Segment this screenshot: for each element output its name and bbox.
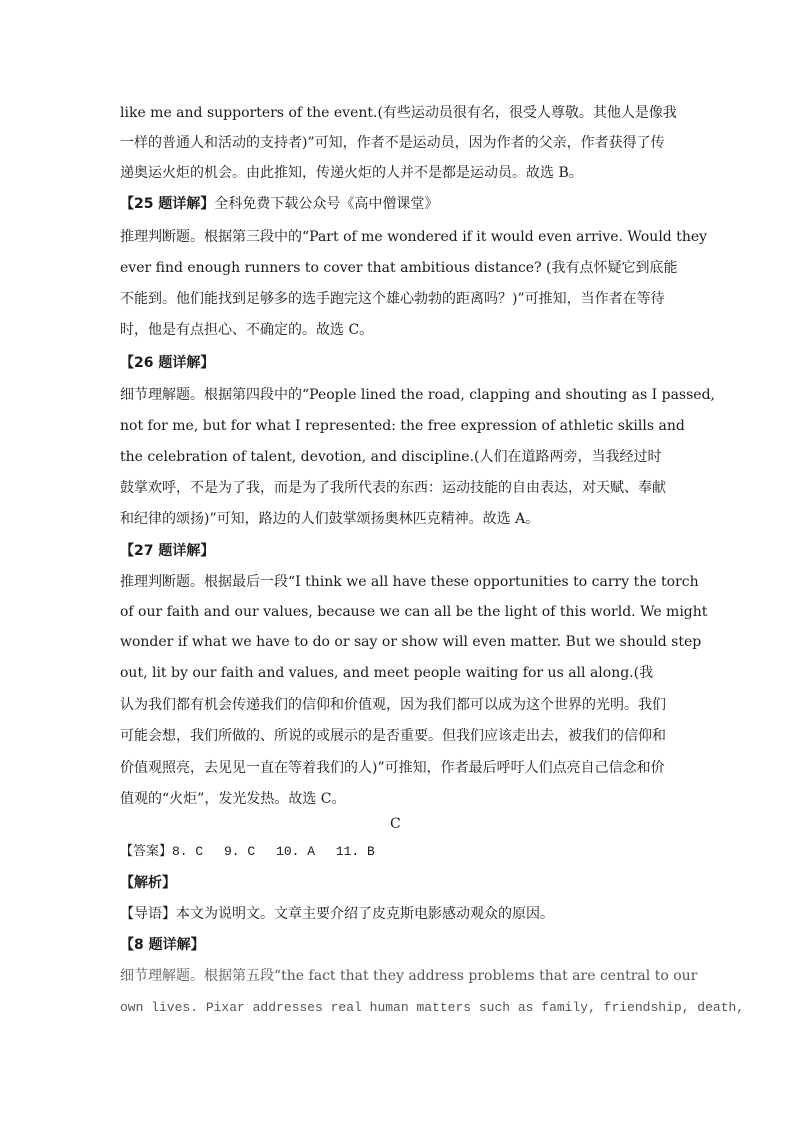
q26-line-2: not for me, but for what I represented: the free expression of athletic skills and: [120, 418, 685, 434]
q27-line-7: 价值观照亮，去见见一直在等着我们的人)”可推知，作者最后呼吁人们点亮自己信念和价: [120, 760, 665, 776]
q8-line-1: 细节理解题。根据第五段“the fact that they address problems that are central to our: [120, 968, 698, 984]
q27-line-8: 值观的“火炬”，发光发热。故选 C。: [120, 791, 346, 807]
q26-line-4: 鼓掌欢呼，不是为了我，而是为了我所代表的东西：运动技能的自由表达，对天赋、奉献: [120, 480, 666, 496]
q25-line-2: ever find enough runners to cover that ambitious distance? (我有点怀疑它到底能: [120, 260, 678, 276]
q26-line-3: the celebration of talent, devotion, and discipline.(人们在道路两旁，当我经过时: [120, 449, 662, 465]
q27-line-5: 认为我们都有机会传递我们的信仰和价值观，因为我们都可以成为这个世界的光明。我们: [120, 697, 666, 713]
q27-line-2: of our faith and our values, because we can all be the light of this world. We might: [120, 604, 708, 620]
section-label: C: [390, 816, 401, 832]
q8-heading: 【8 题详解】: [120, 937, 205, 953]
q24-line-1: like me and supporters of the event.(有些运动员很有名，很受人尊敬。其他人是像我: [120, 105, 677, 121]
q26-line-1: 细节理解题。根据第四段中的“People lined the road, clapping and shouting as I passed,: [120, 387, 715, 403]
answer-line: 【答案】8. C 9. C 10. A 11. B: [120, 844, 375, 859]
q25-heading: 【25 题详解】: [120, 196, 215, 212]
q25-line-4: 时，他是有点担心、不确定的。故选 C。: [120, 322, 374, 338]
q27-line-3: wonder if what we have to do or say or show will even matter. But we should step: [120, 634, 702, 650]
promo-text: 全科免费下载公众号《高中僧课堂》: [214, 196, 439, 212]
q27-heading: 【27 题详解】: [120, 543, 215, 559]
analysis-heading: 【解析】: [120, 875, 176, 891]
q27-line-4: out, lit by our faith and values, and meet people waiting for us all along.(我: [120, 665, 654, 681]
q26-line-5: 和纪律的颂扬)”可知，路边的人们鼓掌颂扬奥林匹克精神。故选 A。: [120, 511, 540, 527]
q25-line-3: 不能到。他们能找到足够多的选手跑完这个雄心勃勃的距离吗？)”可推知，当作者在等待: [120, 291, 665, 307]
intro-line: 【导语】本文为说明文。文章主要介绍了皮克斯电影感动观众的原因。: [120, 906, 554, 922]
q27-line-1: 推理判断题。根据最后一段“I think we all have these opportunities to carry the torch: [120, 574, 699, 590]
q24-line-3: 递奥运火炬的机会。由此推知，传递火炬的人并不是都是运动员。故选 B。: [120, 165, 583, 181]
q24-line-2: 一样的普通人和活动的支持者)”可知，作者不是运动员，因为作者的父亲，作者获得了传: [120, 135, 665, 151]
q25-line-1: 推理判断题。根据第三段中的“Part of me wondered if it would even arrive. Would they: [120, 229, 708, 245]
q27-line-6: 可能会想，我们所做的、所说的或展示的是否重要。但我们应该走出去，被我们的信仰和: [120, 728, 666, 744]
q25-heading-row: [120, 195, 680, 213]
q8-line-2: own lives. Pixar addresses real human matters such as family, friendship, death,: [120, 1000, 745, 1015]
q26-heading: 【26 题详解】: [120, 355, 215, 371]
